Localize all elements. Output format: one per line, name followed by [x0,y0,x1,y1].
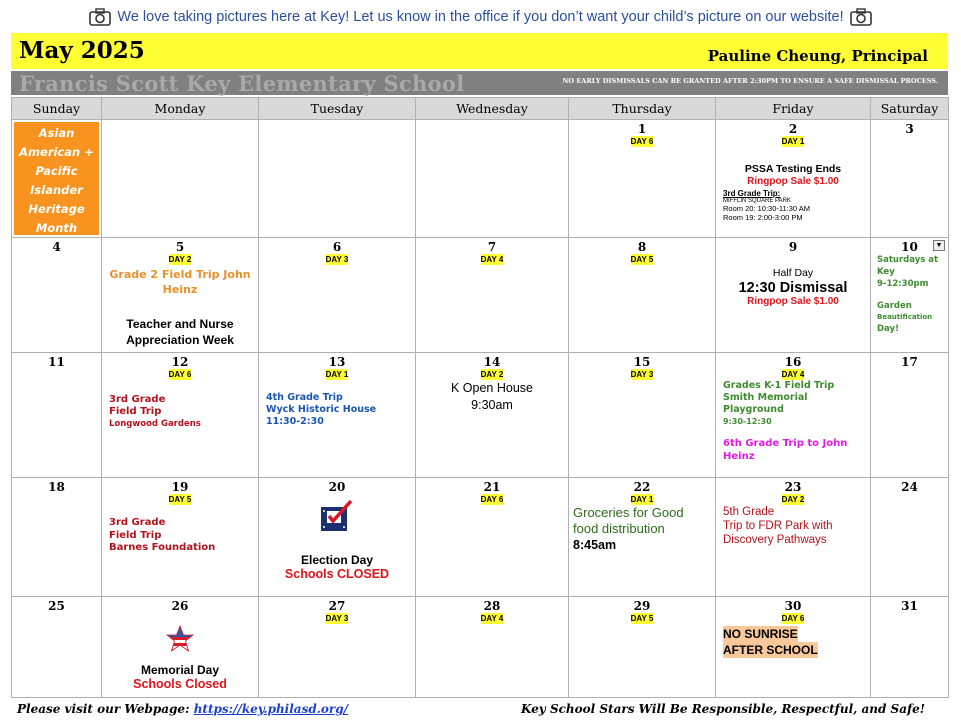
day-rotation-tag: DAY 3 [325,614,349,623]
event-text: Grade 2 Field Trip John Heinz [109,268,251,296]
week-row [12,478,949,597]
day-rotation-tag: DAY 5 [630,255,654,264]
event-text: AFTER SCHOOL [723,643,818,657]
day-number: 31 [901,599,918,613]
event-text: 3rd Grade [109,517,166,528]
day-number: 4 [52,240,61,254]
day-number: 28 [483,599,501,613]
day-cell-21 [416,478,569,597]
event-text: 12:30 Dismissal [738,280,848,296]
week-row [12,353,949,478]
dismissal-note: NO EARLY DISMISSALS CAN BE GRANTED AFTER 2:30PM TO ENSURE A SAFE DISMISSAL PROCESS. [562,77,938,85]
event-text: Day! [877,324,899,334]
day-number: 26 [171,599,189,613]
day-number: 18 [48,480,65,494]
event-text: Schools CLOSED [284,567,390,581]
day-cell-5 [102,238,259,353]
day-cell-8 [569,238,716,353]
day-number: 8 [637,240,647,254]
day-cell-19 [102,478,259,597]
footer-visit-text: Please visit our Webpage: [17,702,190,716]
event-text: Longwood Gardens [109,419,201,429]
weekday-header-row [12,98,949,120]
day-number: 5 [175,240,185,254]
event-text: Groceries for Good food distribution [573,505,684,536]
photo-notice-text: We love taking pictures here at Key! Let us know in the office if you don’t want your child’s picture on our website! [117,9,844,25]
day-rotation-tag: DAY 6 [168,370,192,379]
event-text: K Open House [451,381,533,395]
day-number: 27 [328,599,346,613]
event-text: 9-12:30pm [877,279,929,289]
event-text: Ringpop Sale $1.00 [747,176,839,187]
day-number: 6 [332,240,342,254]
day-number: 16 [784,355,802,369]
day-rotation-tag: DAY 2 [168,255,192,264]
weekday-saturday: Saturday [871,98,949,120]
day-rotation-tag: DAY 6 [480,495,504,504]
day-cell-29 [569,597,716,698]
principal-name: Pauline Cheung, Principal [707,47,928,65]
day-cell-23 [716,478,871,597]
event-text: Teacher and Nurse Appreciation Week [126,317,234,347]
event-text: MIFFLIN SQUARE PARK [723,198,791,204]
month-header-bar [11,33,948,69]
weekday-sunday: Sunday [12,98,102,120]
day-cell-7 [416,238,569,353]
day-cell-13 [259,353,416,478]
empty-day-cell [259,120,416,238]
event-text: 4th Grade Trip [266,392,343,403]
day-number: 29 [633,599,651,613]
day-rotation-tag: DAY 4 [480,255,504,264]
event-text: Room 20: 10:30-11:30 AM [723,204,810,213]
ballot-box-icon [319,499,355,533]
empty-day-cell [416,120,569,238]
event-text: 9:30am [471,398,513,412]
event-text: Grades K-1 Field Trip Smith Memorial Playground [723,380,835,415]
footer-motto: Key School Stars Will Be Responsible, Respectful, and Safe! [521,702,926,716]
event-text: Ringpop Sale $1.00 [747,296,839,307]
chevron-down-icon[interactable]: ▼ [933,240,945,251]
day-number: 19 [171,480,189,494]
day-number: 1 [637,122,647,136]
day-number: 30 [784,599,802,613]
event-text: 3rd Grade [109,394,166,405]
webpage-link[interactable]: https://key.philasd.org/ [193,702,348,716]
event-text: Beautification [877,313,933,321]
day-cell-22 [569,478,716,597]
event-text: Saturdays at Key [877,255,939,277]
day-number: 10 [901,240,918,254]
day-rotation-tag: DAY 3 [325,255,349,264]
event-text: Wyck Historic House [266,404,377,415]
day-rotation-tag: DAY 5 [630,614,654,623]
day-number: 14 [483,355,501,369]
event-text: 9:30-12:30 [723,417,772,426]
school-header-bar [11,71,948,95]
event-text: Schools Closed [133,677,227,691]
day-number: 7 [487,240,497,254]
day-cell-20 [259,478,416,597]
day-cell-26 [102,597,259,698]
event-text: 3rd Grade Trip: [723,189,781,198]
day-cell-31 [871,597,949,698]
day-cell-28 [416,597,569,698]
day-rotation-tag: DAY 5 [168,495,192,504]
day-cell-10 [871,238,949,353]
day-number: 25 [48,599,65,613]
day-number: 3 [905,122,914,136]
day-cell-11 [12,353,102,478]
event-text: Garden [877,301,912,311]
day-cell-27 [259,597,416,698]
weekday-wednesday: Wednesday [416,98,569,120]
day-cell-16 [716,353,871,478]
event-text: NO SUNRISE [723,627,798,641]
day-rotation-tag: DAY 2 [781,495,805,504]
event-text: Election Day [300,553,374,567]
event-text: Barnes Foundation [109,542,216,553]
day-number: 15 [633,355,651,369]
day-rotation-tag: DAY 6 [781,614,805,623]
event-text: Memorial Day [140,663,220,677]
event-text: 11:30-2:30 [266,416,324,427]
day-number: 23 [784,480,802,494]
event-text: 8:45am [573,538,617,552]
day-cell-18 [12,478,102,597]
month-title: May 2025 [19,37,145,64]
day-rotation-tag: DAY 3 [630,370,654,379]
school-name: Francis Scott Key Elementary School [19,71,465,96]
day-number: 24 [901,480,918,494]
week-row [12,238,949,353]
empty-day-cell [102,120,259,238]
day-cell-15 [569,353,716,478]
camera-icon [850,8,872,26]
day-cell-24 [871,478,949,597]
calendar-grid [11,97,949,698]
day-number: 9 [788,240,798,254]
photo-notice-bar [0,4,961,30]
day-cell-3 [871,120,949,238]
event-text: Room 19: 2:00-3:00 PM [723,213,803,222]
day-rotation-tag: DAY 4 [480,614,504,623]
weekday-tuesday: Tuesday [259,98,416,120]
day-cell-12 [102,353,259,478]
day-cell-9 [716,238,871,353]
day-number: 2 [788,122,798,136]
week-row [12,120,949,238]
event-text: PSSA Testing Ends [744,163,842,175]
event-text: 6th Grade Trip to John Heinz [723,438,848,462]
star-flag-icon [166,625,194,653]
weekday-thursday: Thursday [569,98,716,120]
weekday-monday: Monday [102,98,259,120]
day-cell-14 [416,353,569,478]
camera-icon [89,8,111,26]
heritage-month-banner: Asian American + Pacific Islander Heritage Month [14,122,99,235]
day-number: 21 [483,480,501,494]
day-cell-4 [12,238,102,353]
event-text: 5th Grade [723,506,775,518]
day-number: 11 [48,355,65,369]
weekday-friday: Friday [716,98,871,120]
day-cell-17 [871,353,949,478]
week-row [12,597,949,698]
day-number: 13 [328,355,346,369]
day-rotation-tag: DAY 2 [480,370,504,379]
footer-webpage [17,702,348,716]
day-cell-30 [716,597,871,698]
day-number: 17 [901,355,918,369]
day-number: 20 [328,480,346,494]
heritage-cell [12,120,102,238]
day-number: 22 [633,480,651,494]
day-rotation-tag: DAY 1 [325,370,349,379]
event-text: Trip to FDR Park with Discovery Pathways [723,520,833,546]
day-cell-1 [569,120,716,238]
day-rotation-tag: DAY 1 [630,495,654,504]
day-rotation-tag: DAY 1 [781,137,805,146]
day-rotation-tag: DAY 4 [781,370,805,379]
day-number: 12 [171,355,189,369]
day-rotation-tag: DAY 6 [630,137,654,146]
day-cell-6 [259,238,416,353]
event-text: Field Trip [109,529,162,541]
event-text: Field Trip [109,406,162,417]
day-cell-2 [716,120,871,238]
event-text: Half Day [772,267,814,279]
day-cell-25 [12,597,102,698]
